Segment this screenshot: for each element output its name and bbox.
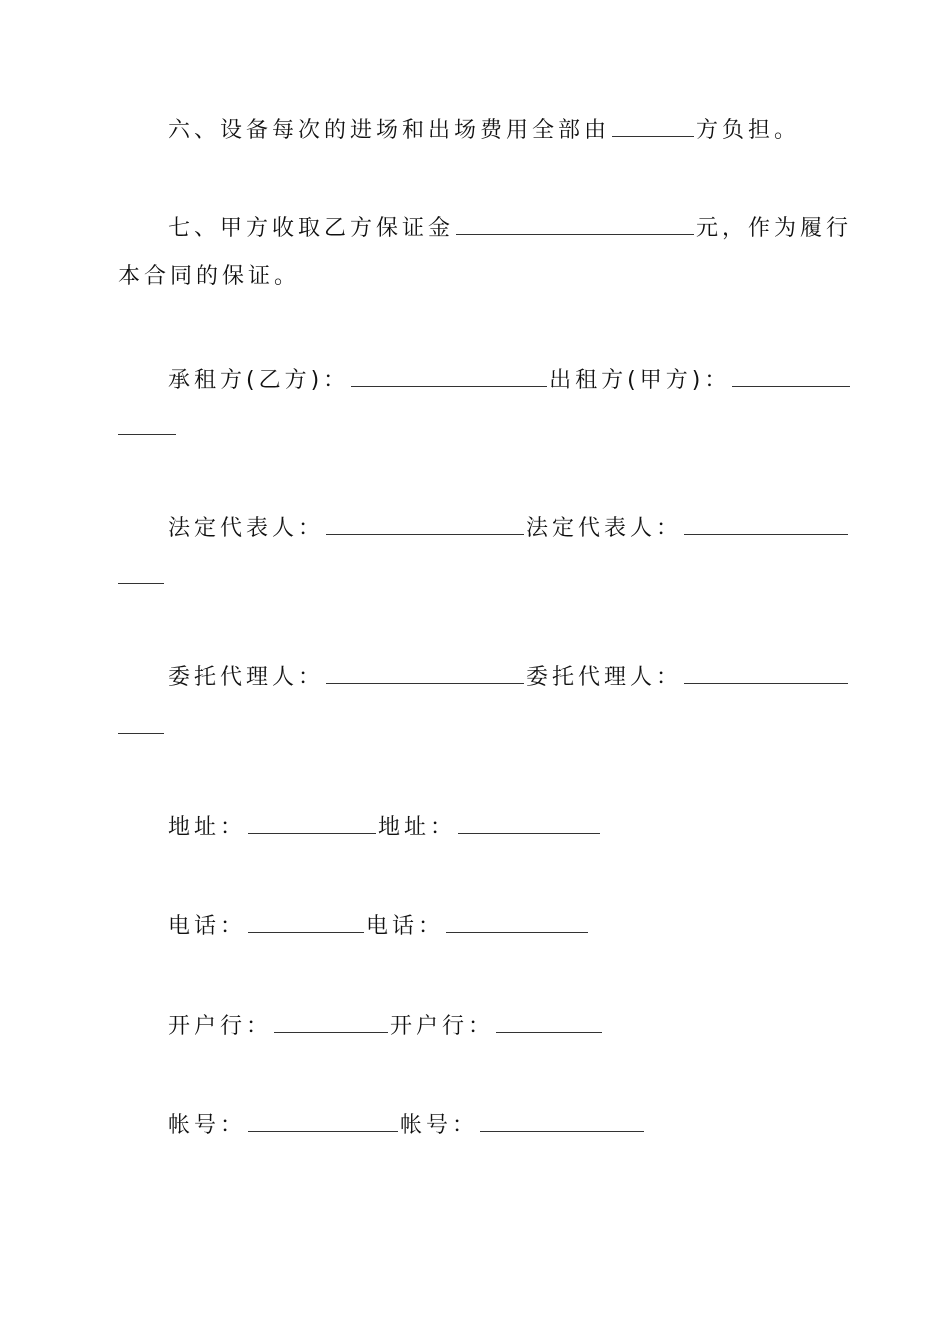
- address-label-lessor: 地址：: [378, 815, 457, 840]
- legal-rep-row: [168, 514, 850, 542]
- agent-blank-lessee: [326, 663, 524, 684]
- agent-row: [168, 663, 850, 691]
- deposit-blank: [456, 214, 694, 235]
- legal-rep-label-lessee: 法定代表人：: [168, 516, 325, 541]
- phone-blank-lessor: [446, 912, 588, 933]
- party-blank: [612, 116, 694, 137]
- phone-blank-lessee: [248, 912, 364, 933]
- phone-label-lessor: 电话：: [366, 914, 445, 939]
- lessee-label: 承租方(乙方)：: [168, 368, 350, 393]
- agent-label-lessee: 委托代理人：: [168, 665, 325, 690]
- agent-blank-lessor: [684, 663, 848, 684]
- account-label-lessor: 帐号：: [400, 1113, 479, 1138]
- address-blank-lessee: [248, 813, 376, 834]
- clause-6: [168, 116, 800, 144]
- bank-label-lessee: 开户行：: [168, 1014, 273, 1039]
- clause-7-line-2: [118, 264, 300, 290]
- address-row: [168, 813, 602, 841]
- legal-rep-blank-lessor: [684, 514, 848, 535]
- clause-7: [168, 214, 852, 242]
- address-blank-lessor: [458, 813, 600, 834]
- clause-7-line2-text: 本合同的保证。: [118, 264, 301, 289]
- legal-rep-blank-continued: [118, 563, 164, 584]
- clause-7-suffix: 元，作为履行: [696, 216, 853, 241]
- bank-label-lessor: 开户行：: [390, 1014, 495, 1039]
- bank-row: [168, 1012, 604, 1040]
- phone-row: [168, 912, 590, 940]
- bank-blank-lessor: [496, 1012, 602, 1033]
- account-blank-lessee: [248, 1111, 398, 1132]
- account-row: [168, 1111, 646, 1139]
- bank-blank-lessee: [274, 1012, 388, 1033]
- clause-6-suffix: 方负担。: [696, 118, 801, 143]
- legal-rep-label-lessor: 法定代表人：: [526, 516, 683, 541]
- phone-label-lessee: 电话：: [168, 914, 247, 939]
- address-label-lessee: 地址：: [168, 815, 247, 840]
- agent-label-lessor: 委托代理人：: [526, 665, 683, 690]
- legal-rep-blank-lessee: [326, 514, 524, 535]
- agent-blank-continued: [118, 713, 164, 734]
- account-label-lessee: 帐号：: [168, 1113, 247, 1138]
- lessee-blank: [351, 366, 547, 387]
- account-blank-lessor: [480, 1111, 644, 1132]
- lessor-blank: [732, 366, 850, 387]
- lessor-label: 出租方(甲方)：: [549, 368, 731, 393]
- lessor-blank-continued: [118, 414, 176, 435]
- clause-6-prefix: 六、设备每次的进场和出场费用全部由: [168, 118, 611, 143]
- party-row: [168, 366, 852, 394]
- clause-7-prefix: 七、甲方收取乙方保证金: [168, 216, 455, 241]
